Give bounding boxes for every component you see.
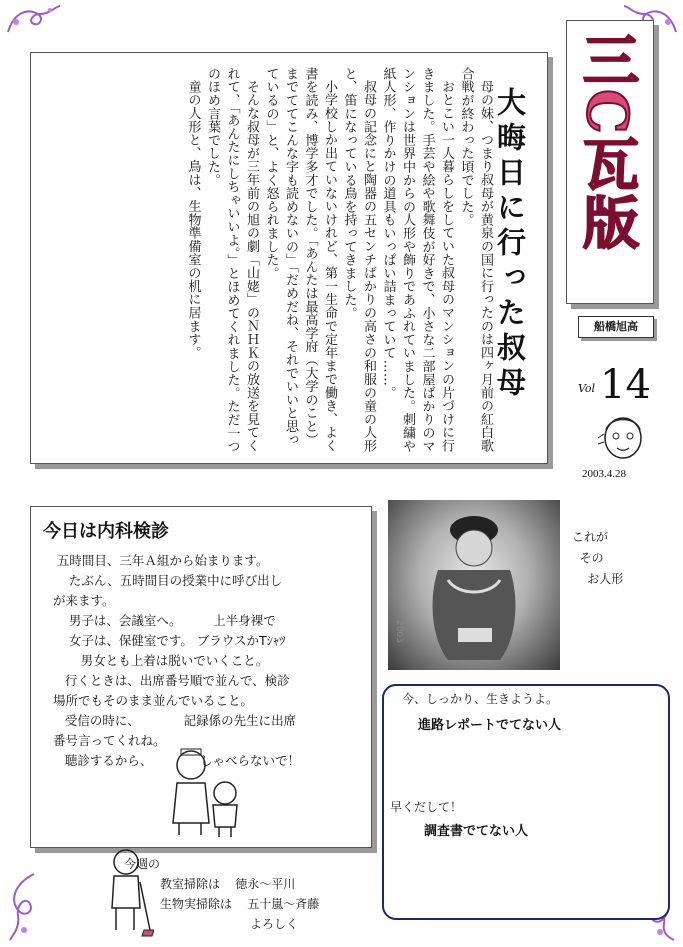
exam-line: 番号言ってくれね。: [45, 733, 166, 748]
exam-line: たぶん、五時間目の授業中に呼び出し: [45, 573, 283, 588]
exam-line: 女子は、保健室です。 ブラウスかTｼｬﾂ: [45, 633, 286, 648]
story-box: [30, 52, 548, 464]
story-paragraph: 小学校しか出ていないけれど、第一生命で定年まで働き、よく書を読み、博学多才でした。「あんたは最高学府（大学のこと）までててこんな字も読めないの」「だめだね、それでいいと思っているの」と、よく怒られました。: [263, 67, 337, 453]
cleaning-line: 生物実掃除は 五十嵐〜斉藤: [160, 897, 320, 911]
cleaning-line: 教室掃除は 徳永〜平川: [160, 877, 296, 891]
caption-line: その: [572, 551, 604, 565]
exam-line: 五時間目、三年Ａ組から始まります。: [45, 553, 269, 568]
doll-figure-icon: [388, 500, 560, 670]
photo-caption: [572, 527, 623, 590]
exam-line: が来ます。: [45, 593, 115, 608]
volume-number: 14: [600, 362, 651, 408]
caption-line: お人形: [572, 572, 624, 586]
photo-stamp: 2003: [394, 620, 404, 643]
notice-line: 早くだして！: [390, 800, 463, 814]
story-paragraph: おとこい一人暮らしをしていた叔母のマンションの片づけに行きました。手芸や絵や歌舞伎が好きで、小さな二部屋ばかりのマンションは世界中からの人形や飾りであふれていました。刺繍や紙人形、作りかけの道具もいっぱい詰まっていて……。: [380, 67, 454, 453]
notice-line: 今、しっかり、生きようよ。: [402, 692, 559, 706]
exam-box: [30, 506, 372, 848]
exam-line: 聴診するから、 しゃべらないで！: [45, 753, 301, 768]
doctor-illustration: [165, 743, 247, 839]
story-body: [43, 67, 495, 457]
masthead-logo: [566, 20, 654, 304]
notice-line: 調査書でてない人: [424, 824, 529, 839]
face-doodle-icon: [596, 412, 650, 464]
exam-line: 行くときは、出席番号順で並んで、検診: [45, 673, 290, 688]
exam-line: 男女とも上着は脱いでいくこと。: [45, 653, 269, 668]
exam-line: 男子は、会議室へ。 上半身裸で: [45, 613, 276, 628]
story-paragraph: 母の妹、つまり叔母が黄泉の国に行ったのは四ヶ月前の紅白歌合戦が終わった頃でした。: [458, 67, 493, 453]
notice-line: 進路レポートでてない人: [418, 718, 562, 733]
masthead-title: 三C瓦版: [574, 31, 640, 252]
cleaning-duties: [124, 854, 320, 934]
volume-label: Vol: [578, 382, 596, 395]
exam-line: 受信の時に、 記録係の先生に出席: [45, 713, 297, 728]
corner-ornament-top-left: [4, 2, 64, 38]
doll-photo: [388, 500, 560, 670]
cleaning-header: 今週の: [124, 857, 161, 871]
exam-lines: [45, 551, 369, 771]
cleaning-line: よろしく: [250, 917, 299, 931]
story-paragraph: 叔母の記念にと陶器の五センチばかりの高さの和服の童の人形と、笛になっている鳥を持ってきました。: [341, 67, 376, 453]
issue-date: 2003.4.28: [582, 468, 626, 480]
notice-box: [382, 684, 670, 920]
school-name: 船橋旭高: [578, 316, 654, 338]
story-paragraph: 童の人形と、鳥は、生物準備室の机に居ます。: [185, 80, 201, 360]
corner-ornament-bottom-left: [4, 870, 44, 944]
story-title: 大晦日に行った叔母: [493, 87, 527, 402]
exam-heading: 今日は内科検診: [43, 521, 169, 542]
story-paragraph: そんな叔母が三年前の旭の劇「山姥」のＮＨＫの放送を見てくれて、「あんたにしちゃいいよ。」とほめてくれました。ただ一つのほめ言葉でした。: [205, 67, 259, 453]
exam-line: 場所でもそのまま並んでいること。: [45, 693, 253, 708]
caption-line: これが: [572, 530, 609, 544]
